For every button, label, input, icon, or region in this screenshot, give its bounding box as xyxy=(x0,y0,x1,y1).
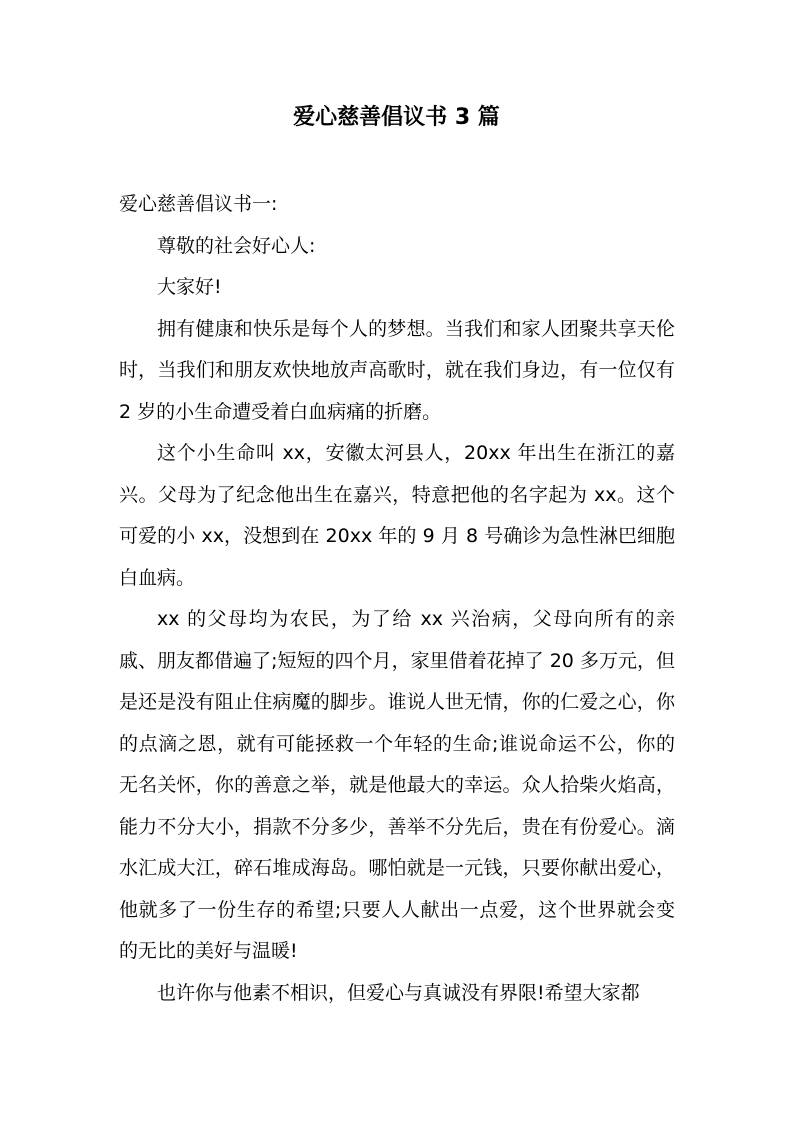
paragraph-appeal: xx 的父母均为农民，为了给 xx 兴治病，父母向所有的亲戚、朋友都借遍了;短短的四个月，家里借着花掉了 20 多万元，但是还是没有阻止住病魔的脚步。谁说人世无情，你的仁爱之心，你的点滴之恩，就有可能拯救一个年轻的生命;谁说命运不公，你的无名关怀，你的善意之举，就是他最大的幸运。众人拾柴火焰高，能力不分大小，捐款不分多少，善举不分先后，贵在有份爱心。滴水汇成大江，碎石堆成海岛。哪怕就是一元钱，只要你献出爱心，他就多了一份生存的希望;只要人人献出一点爱，这个世界就会变的无比的美好与温暖! xyxy=(119,608,675,962)
paragraph-closing: 也许你与他素不相识，但爱心与真诚没有界限!希望大家都 xyxy=(157,981,640,1004)
paragraph-background: 这个小生命叫 xx，安徽太河县人，20xx 年出生在浙江的嘉兴。父母为了纪念他出生在嘉兴，特意把他的名字起为 xx。这个可爱的小 xx，没想到在 20xx 年的 9 月 8 号确诊为急性淋巴细胞白血病。 xyxy=(119,442,675,589)
paragraph-salutation: 尊敬的社会好心人: xyxy=(157,234,316,257)
paragraph-intro: 拥有健康和快乐是每个人的梦想。当我们和家人团聚共享天伦时，当我们和朋友欢快地放声高歌时，就在我们身边，有一位仅有 2 岁的小生命遭受着白血病痛的折磨。 xyxy=(119,317,675,423)
document-body xyxy=(119,184,675,1014)
document-title: 爱心慈善倡议书 3 篇 xyxy=(293,105,500,130)
section-heading: 爱心慈善倡议书一: xyxy=(119,193,278,215)
paragraph-greeting: 大家好! xyxy=(157,276,222,298)
